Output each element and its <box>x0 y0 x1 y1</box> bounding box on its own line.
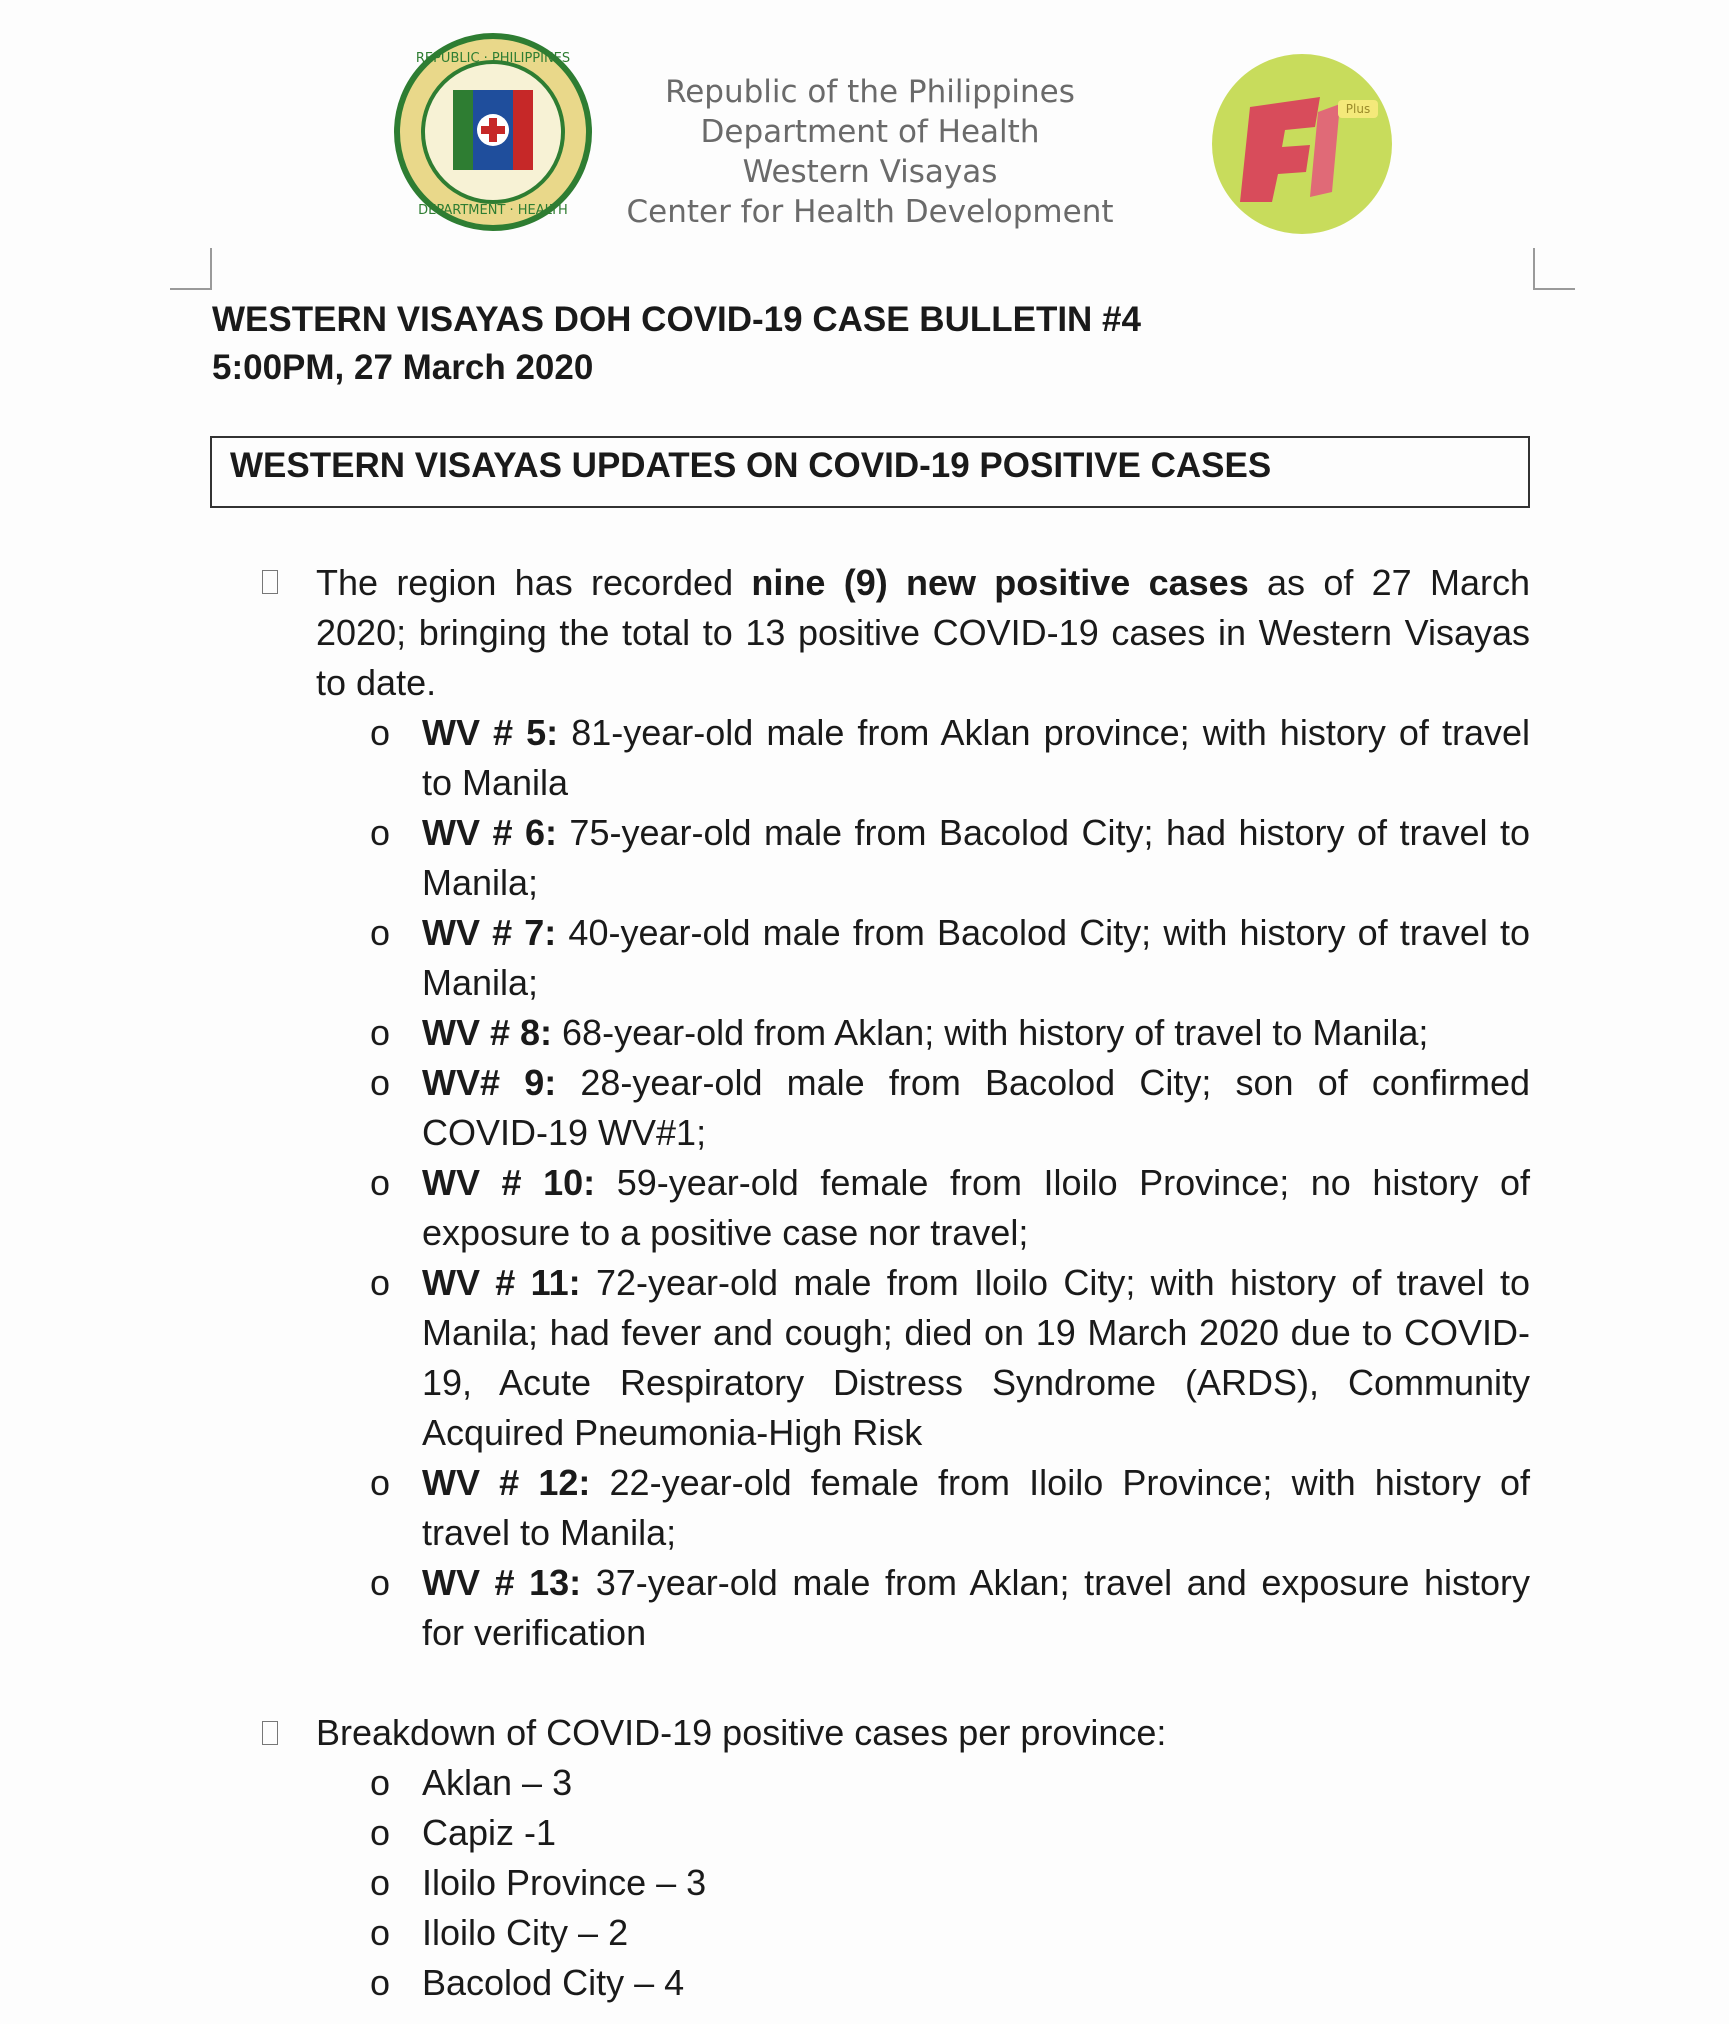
list-item <box>370 808 1530 908</box>
list-marker: o <box>370 912 391 953</box>
svg-text:REPUBLIC · PHILIPPINES: REPUBLIC · PHILIPPINES <box>415 51 571 66</box>
bulletin-datetime: 5:00PM, 27 March 2020 <box>212 348 594 387</box>
summary-text: The region has recorded <box>316 562 752 603</box>
letterhead-line: Center for Health Development <box>626 194 1114 230</box>
list-item <box>370 1808 1270 1858</box>
breakdown-heading: Breakdown of COVID-19 positive cases per province: <box>316 1712 1167 1753</box>
list-item <box>370 1258 1530 1458</box>
section-heading: WESTERN VISAYAS UPDATES ON COVID-19 POSITIVE CASES <box>210 436 1530 508</box>
list-item <box>370 1858 1270 1908</box>
list-marker: o <box>370 712 391 753</box>
bullet-marker <box>262 1721 278 1745</box>
list-item <box>370 908 1530 1008</box>
list-item <box>370 1558 1530 1658</box>
case-label: WV# 9: <box>422 1062 557 1103</box>
svg-text:DEPARTMENT · HEALTH: DEPARTMENT · HEALTH <box>418 203 568 218</box>
case-label: WV # 7: <box>422 912 557 953</box>
province-count: Iloilo City – 2 <box>422 1912 629 1953</box>
bulletin-header <box>212 296 1141 392</box>
province-count: Iloilo Province – 3 <box>422 1862 707 1903</box>
case-text: 22-year-old female from Iloilo Province; with history of travel to Manila; <box>422 1462 1531 1553</box>
list-item <box>370 1008 1530 1058</box>
list-marker: o <box>370 1912 391 1953</box>
summary-paragraph <box>316 558 1530 708</box>
case-label: WV # 5: <box>422 712 559 753</box>
list-marker: o <box>370 1162 391 1203</box>
svg-text:Plus: Plus <box>1345 102 1371 116</box>
list-item <box>370 1158 1530 1258</box>
case-text: 81-year-old male from Aklan province; with history of travel to Manila <box>422 712 1530 803</box>
province-count: Bacolod City – 4 <box>422 1962 685 2003</box>
case-label: WV # 11: <box>422 1262 581 1303</box>
list-marker: o <box>370 1562 391 1603</box>
list-item <box>370 1958 1270 2008</box>
f1-plus-logo <box>1210 52 1395 237</box>
case-text: 75-year-old male from Bacolod City; had history of travel to Manila; <box>422 812 1530 903</box>
case-text: 28-year-old male from Bacolod City; son of confirmed COVID-19 WV#1; <box>422 1062 1530 1153</box>
bulletin-title: WESTERN VISAYAS DOH COVID-19 CASE BULLETIN #4 <box>212 300 1141 339</box>
bullet-marker <box>262 570 278 594</box>
list-marker: o <box>370 1962 391 2003</box>
crop-mark <box>170 248 212 290</box>
province-count: Aklan – 3 <box>422 1762 573 1803</box>
list-item <box>370 708 1530 808</box>
crop-mark <box>1533 248 1575 290</box>
case-text: 72-year-old male from Iloilo City; with history of travel to Manila; had fever and cough; died on 19 March 2020 due to COVID-19, Acute Respiratory Distress Syndrome (ARDS), Community Acquired Pneumonia-High Risk <box>422 1262 1531 1453</box>
list-marker: o <box>370 812 391 853</box>
case-text: 59-year-old female from Iloilo Province; no history of exposure to a positive case nor travel; <box>422 1162 1530 1253</box>
case-label: WV # 8: <box>422 1012 553 1053</box>
case-text: 40-year-old male from Bacolod City; with history of travel to Manila; <box>422 912 1530 1003</box>
list-marker: o <box>370 1062 391 1103</box>
case-label: WV # 12: <box>422 1462 591 1503</box>
case-label: WV # 10: <box>422 1162 596 1203</box>
list-marker: o <box>370 1462 391 1503</box>
list-item <box>370 1908 1270 1958</box>
letterhead-line: Republic of the Philippines <box>665 74 1075 110</box>
letterhead <box>600 72 1140 232</box>
list-marker: o <box>370 1012 391 1053</box>
case-label: WV # 13: <box>422 1562 582 1603</box>
province-list <box>370 1758 1270 2008</box>
list-marker: o <box>370 1812 391 1853</box>
list-marker: o <box>370 1762 391 1803</box>
province-count: Capiz -1 <box>422 1812 557 1853</box>
summary-highlight: nine (9) new positive cases <box>751 562 1249 603</box>
list-item <box>370 1758 1270 1808</box>
case-text: 37-year-old male from Aklan; travel and exposure history for verification <box>422 1562 1530 1653</box>
list-marker: o <box>370 1262 391 1303</box>
list-item <box>370 1058 1530 1158</box>
summary-text: as of 27 March 2020; bringing the total to 13 positive COVID-19 cases in Western Visayas to date. <box>316 562 1531 703</box>
case-text: 68-year-old from Aklan; with history of travel to Manila; <box>552 1012 1429 1053</box>
list-item <box>370 1458 1530 1558</box>
letterhead-line: Department of Health <box>700 114 1040 150</box>
list-marker: o <box>370 1862 391 1903</box>
doh-seal-logo <box>393 32 593 232</box>
letterhead-line: Western Visayas <box>742 154 998 190</box>
case-label: WV # 6: <box>422 812 557 853</box>
case-list <box>370 708 1530 1658</box>
